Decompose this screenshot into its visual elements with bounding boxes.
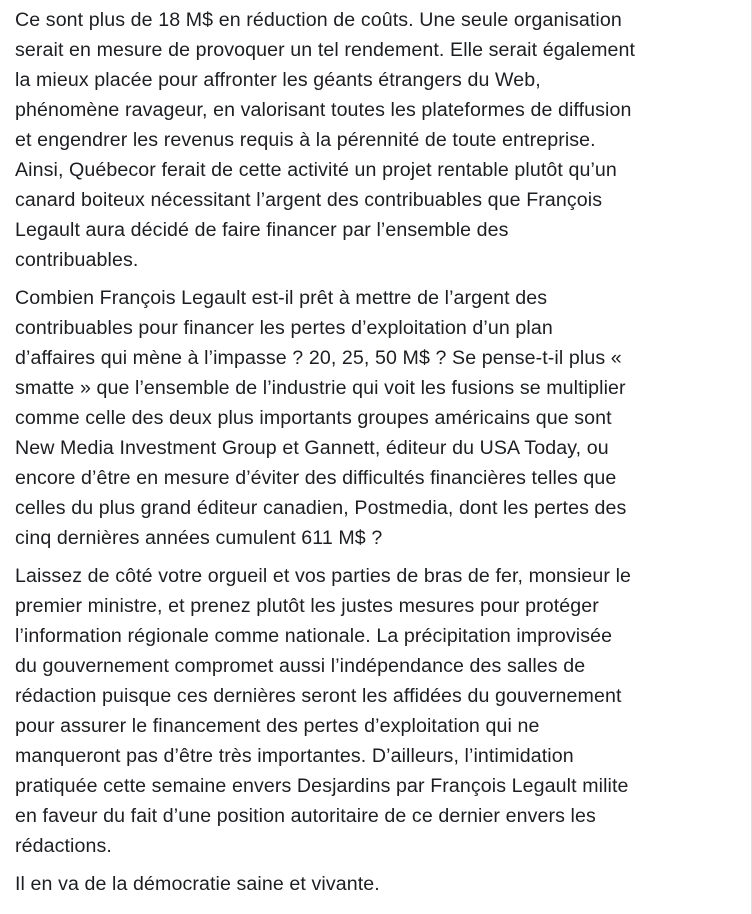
paragraph-3: Laissez de côté votre orgueil et vos parties de bras de fer, monsieur le premier ministre, et prenez plutôt les justes mesures pour protéger l’information régionale comme nationale. La précipitation improvisée du gouvernement compromet aussi l’indépendance des salles de rédaction puisque ces dernières seront les affidées du gouvernement pour assurer le financement des pertes d’exploitation qui ne manqueront pas d’être très importantes. D’ailleurs, l’intimidation pratiquée cette semaine envers Desjardins par François Legault milite en faveur du fait d’une position autoritaire de ce dernier envers les rédactions. xyxy=(15,565,632,857)
paragraph-1: Ce sont plus de 18 M$ en réduction de coûts. Une seule organisation serait en mesure de provoquer un tel rendement. Elle serait également la mieux placée pour affronter les géants étrangers du Web, phénomène ravageur, en valorisant toutes les plateformes de diffusion et engendrer les revenus requis à la pérennité de toute entreprise. Ainsi, Québecor ferait de cette activité un projet rentable plutôt qu’un canard boiteux nécessitant l’argent des contribuables que François Legault aura décidé de faire financer par l’ensemble des contribuables. xyxy=(15,9,636,271)
post-body xyxy=(15,5,740,907)
paragraph-2: Combien François Legault est-il prêt à mettre de l’argent des contribuables pour financer les pertes d’exploitation d’un plan d’affaires qui mène à l’impasse ? 20, 25, 50 M$ ? Se pense-t-il plus « smatte » que l’ensemble de l’industrie qui voit les fusions se multiplier comme celle des deux plus importants groupes américains que sont New Media Investment Group et Gannett, éditeur du USA Today, ou encore d’être en mesure d’éviter des difficultés financières telles que celles du plus grand éditeur canadien, Postmedia, dont les pertes des cinq dernières années cumulent 611 M$ ? xyxy=(15,287,627,549)
paragraph-4: Il en va de la démocratie saine et vivante. xyxy=(15,873,380,895)
